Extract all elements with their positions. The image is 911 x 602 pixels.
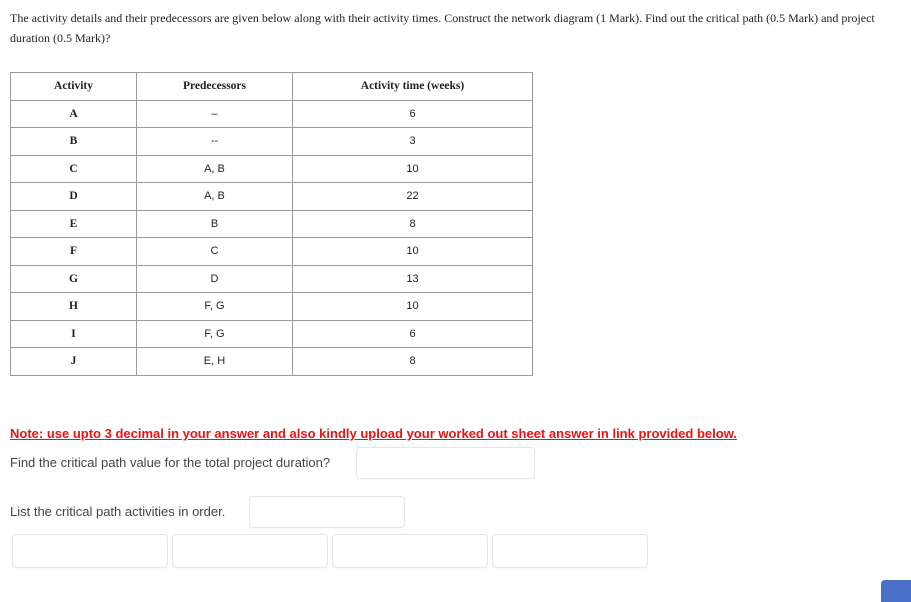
cell-activity: G [11,265,137,293]
question-duration-label: Find the critical path value for the total project duration? [10,455,331,470]
cell-time: 13 [293,265,533,293]
duration-answer-field[interactable] [356,447,535,479]
header-predecessors: Predecessors [137,73,293,101]
answer-box-2[interactable] [172,534,328,568]
corner-button[interactable] [881,580,911,602]
answer-box-4[interactable] [492,534,648,568]
cell-predecessors: A, B [137,183,293,211]
table-row [11,128,533,156]
critical-path-answer-field[interactable] [249,496,405,528]
table-row [11,155,533,183]
cell-activity: E [11,210,137,238]
cell-activity: J [11,348,137,376]
question-critical-path-label: List the critical path activities in order. [10,504,226,519]
cell-time: 3 [293,128,533,156]
answer-box-1[interactable] [12,534,168,568]
cell-time: 10 [293,238,533,266]
table-header-row [11,73,533,101]
cell-predecessors: C [137,238,293,266]
table-row [11,210,533,238]
cell-predecessors: F, G [137,293,293,321]
cell-time: 8 [293,348,533,376]
cell-predecessors: A, B [137,155,293,183]
cell-time: 6 [293,320,533,348]
cell-activity: H [11,293,137,321]
note-text: Note: use upto 3 decimal in your answer and also kindly upload your worked out sheet answer in link provided below. [10,426,737,441]
cell-activity: B [11,128,137,156]
activity-table [10,72,533,376]
cell-predecessors: – [137,100,293,128]
header-activity: Activity [11,73,137,101]
table-row [11,293,533,321]
cell-time: 22 [293,183,533,211]
table-row [11,100,533,128]
cell-activity: F [11,238,137,266]
cell-predecessors: B [137,210,293,238]
question-text: The activity details and their predecessors are given below along with their activity times. Construct the network diagram (1 Mark). Find out the critical path (0.5 Mark) and project duration (0.5 Mark)? [10,11,875,45]
cell-activity: A [11,100,137,128]
table-row [11,348,533,376]
cell-activity: I [11,320,137,348]
cell-predecessors: D [137,265,293,293]
answer-box-3[interactable] [332,534,488,568]
table-row [11,265,533,293]
cell-activity: D [11,183,137,211]
cell-time: 6 [293,100,533,128]
table-row [11,183,533,211]
cell-time: 10 [293,155,533,183]
table-row [11,238,533,266]
header-activity-time: Activity time (weeks) [293,73,533,101]
cell-time: 10 [293,293,533,321]
table-row [11,320,533,348]
cell-predecessors: F, G [137,320,293,348]
cell-time: 8 [293,210,533,238]
cell-activity: C [11,155,137,183]
cell-predecessors: E, H [137,348,293,376]
cell-predecessors: -- [137,128,293,156]
